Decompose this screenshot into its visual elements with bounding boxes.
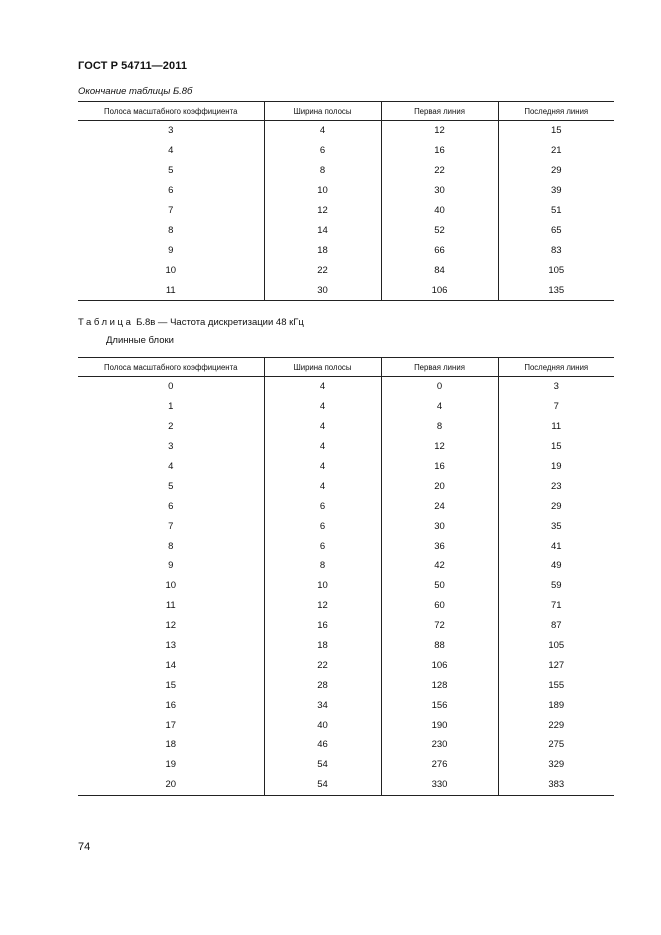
table-cell: 4: [264, 397, 381, 417]
table-cell: 29: [498, 496, 614, 516]
table-cell: 34: [264, 695, 381, 715]
table-cell: 54: [264, 775, 381, 795]
table-cell: 4: [264, 476, 381, 496]
table-cell: 46: [264, 735, 381, 755]
table-cell: 15: [498, 437, 614, 457]
table-cell: 28: [264, 675, 381, 695]
table-cell: 8: [264, 556, 381, 576]
table-cell: 14: [264, 220, 381, 240]
table-cell: 7: [168, 520, 174, 532]
table-cell: 15: [165, 679, 177, 691]
table-cell: 7: [498, 397, 614, 417]
table-cell: 65: [498, 220, 614, 240]
table-cell: 8: [168, 224, 174, 236]
table-cell: 71: [498, 596, 614, 616]
table-cell: 0: [381, 377, 498, 397]
table-cell: 12: [165, 620, 177, 632]
table-cell: 12: [381, 121, 498, 141]
table-cell: 35: [498, 516, 614, 536]
table-cell: 105: [498, 260, 614, 280]
table-cell: 106: [381, 280, 498, 300]
document-header: ГОСТ Р 54711—2011: [78, 60, 188, 72]
table-cell: 190: [381, 715, 498, 735]
table-cell: 4: [168, 145, 174, 157]
table-cell: 10: [264, 181, 381, 201]
table-row: [78, 735, 614, 755]
table-cell: 50: [381, 576, 498, 596]
table-cell: 9: [168, 560, 174, 572]
column-header: Полоса масштабного коэффициента: [78, 358, 264, 377]
table-row: [78, 417, 614, 437]
table-cell: 11: [165, 600, 176, 612]
table-cell: 0: [168, 381, 174, 393]
table-cell: 36: [381, 536, 498, 556]
table-cell: 105: [498, 636, 614, 656]
table-title-word: Таблица: [78, 317, 134, 328]
table-cell: 16: [381, 457, 498, 477]
scale-factor-table-b8b-end: [78, 101, 614, 301]
table-cell: 1: [168, 401, 174, 413]
table-cell: 4: [264, 377, 381, 397]
table-cell: 6: [168, 500, 174, 512]
table-cell: 4: [264, 457, 381, 477]
table-cell: 8: [168, 540, 174, 552]
table-cell: 51: [498, 201, 614, 221]
table-row: [78, 715, 614, 735]
table-cell: 18: [165, 739, 177, 751]
table-cell: 6: [264, 536, 381, 556]
table-cell: 12: [264, 201, 381, 221]
table-cell: 6: [264, 516, 381, 536]
table-cell: 275: [498, 735, 614, 755]
table-cell: 11: [498, 417, 614, 437]
table-cell: 84: [381, 260, 498, 280]
table-row: [78, 280, 614, 300]
table-cell: 12: [381, 437, 498, 457]
scale-factor-table-b8v: [78, 357, 614, 796]
table-cell: 83: [498, 240, 614, 260]
table-cell: 19: [498, 457, 614, 477]
table-cell: 128: [381, 675, 498, 695]
table-cell: 10: [165, 580, 177, 592]
table-cell: 4: [264, 121, 381, 141]
table-cell: 30: [381, 516, 498, 536]
table-cell: 229: [498, 715, 614, 735]
table-cell: 30: [381, 181, 498, 201]
table-cell: 8: [264, 161, 381, 181]
table-cell: 20: [78, 775, 264, 795]
table-row: [78, 437, 614, 457]
table-subcaption: Длинные блоки: [106, 335, 174, 346]
table-cell: 13: [165, 640, 177, 652]
table-cell: 49: [498, 556, 614, 576]
table-cell: 39: [498, 181, 614, 201]
table-cell: 9: [168, 244, 174, 256]
table-row: [78, 260, 614, 280]
column-header: Первая линия: [381, 102, 498, 121]
table-cell: 329: [498, 755, 614, 775]
table-cell: 155: [498, 675, 614, 695]
table-cell: 59: [498, 576, 614, 596]
table-cell: 12: [264, 596, 381, 616]
table-cell: 15: [498, 121, 614, 141]
table-header-row: [78, 358, 614, 377]
table-cell: 40: [264, 715, 381, 735]
table-cell: 24: [381, 496, 498, 516]
table-row: [78, 675, 614, 695]
table-cell: 230: [381, 735, 498, 755]
column-header: Первая линия: [381, 358, 498, 377]
table-cell: 10: [165, 264, 177, 276]
table-cell: 14: [165, 659, 177, 671]
table-cell: 3: [168, 125, 174, 137]
table-row: [78, 516, 614, 536]
table-cell: 16: [381, 141, 498, 161]
table-cell: 276: [381, 755, 498, 775]
column-header: Полоса масштабного коэффициента: [78, 102, 264, 121]
table-continuation-caption: Окончание таблицы Б.8б: [78, 86, 193, 97]
table-cell: 3: [498, 377, 614, 397]
table-row: [78, 141, 614, 161]
table-cell: 6: [264, 141, 381, 161]
table-row: [78, 556, 614, 576]
table-row: [78, 121, 614, 141]
table-cell: 19: [165, 759, 177, 771]
table-cell: 4: [264, 417, 381, 437]
table-cell: 18: [264, 636, 381, 656]
table-row: [78, 636, 614, 656]
table-cell: 40: [381, 201, 498, 221]
table-cell: 22: [264, 655, 381, 675]
table-row: [78, 496, 614, 516]
table-row: [78, 755, 614, 775]
table-header-row: [78, 102, 614, 121]
table-cell: 4: [168, 461, 174, 472]
page-number: 74: [78, 841, 91, 853]
table-row: [78, 596, 614, 616]
table-cell: 21: [498, 141, 614, 161]
table-cell: 23: [498, 476, 614, 496]
table-cell: 4: [264, 437, 381, 457]
table-body: [78, 377, 614, 796]
table-cell: 60: [381, 596, 498, 616]
table-cell: 22: [381, 161, 498, 181]
table-cell: 54: [264, 755, 381, 775]
table-cell: 7: [168, 205, 174, 216]
table-cell: 5: [168, 165, 174, 177]
table-row: [78, 476, 614, 496]
table-cell: 30: [264, 280, 381, 300]
table-row: [78, 576, 614, 596]
table-cell: 18: [264, 240, 381, 260]
table-cell: 72: [381, 616, 498, 636]
table-cell: 6: [264, 496, 381, 516]
column-header: Ширина полосы: [264, 358, 381, 377]
table-row: [78, 377, 614, 397]
table-cell: 41: [498, 536, 614, 556]
table-cell: 8: [381, 417, 498, 437]
table-cell: 5: [168, 480, 174, 492]
table-cell: 11: [78, 280, 264, 300]
table-title-text: Б.8в — Частота дискретизации 48 кГц: [136, 317, 304, 328]
table-row: [78, 240, 614, 260]
table-cell: 52: [381, 220, 498, 240]
table-cell: 29: [498, 161, 614, 181]
table-title: [78, 317, 304, 328]
table-row: [78, 220, 614, 240]
table-row: [78, 397, 614, 417]
table-cell: 4: [381, 397, 498, 417]
table-row: [78, 616, 614, 636]
table-cell: 127: [498, 655, 614, 675]
table-cell: 42: [381, 556, 498, 576]
table-cell: 17: [165, 719, 177, 731]
table-row: [78, 161, 614, 181]
table-cell: 3: [168, 441, 174, 453]
table-cell: 156: [381, 695, 498, 715]
column-header: Последняя линия: [498, 358, 614, 377]
table-cell: 16: [165, 699, 177, 711]
table-cell: 135: [498, 280, 614, 300]
table-cell: 20: [381, 476, 498, 496]
table-row: [78, 457, 614, 477]
table-cell: 66: [381, 240, 498, 260]
table-row: [78, 181, 614, 201]
table-cell: 330: [381, 775, 498, 795]
table-cell: 2: [168, 421, 174, 433]
table-cell: 16: [264, 616, 381, 636]
table-row: [78, 775, 614, 795]
table-cell: 106: [381, 655, 498, 675]
table-cell: 88: [381, 636, 498, 656]
table-cell: 10: [264, 576, 381, 596]
table-cell: 6: [168, 185, 174, 197]
table-cell: 87: [498, 616, 614, 636]
column-header: Ширина полосы: [264, 102, 381, 121]
table-row: [78, 695, 614, 715]
table-cell: 383: [498, 775, 614, 795]
table-body: [78, 121, 614, 301]
table-cell: 22: [264, 260, 381, 280]
table-row: [78, 655, 614, 675]
table-row: [78, 536, 614, 556]
table-cell: 189: [498, 695, 614, 715]
table-row: [78, 201, 614, 221]
column-header: Последняя линия: [498, 102, 614, 121]
